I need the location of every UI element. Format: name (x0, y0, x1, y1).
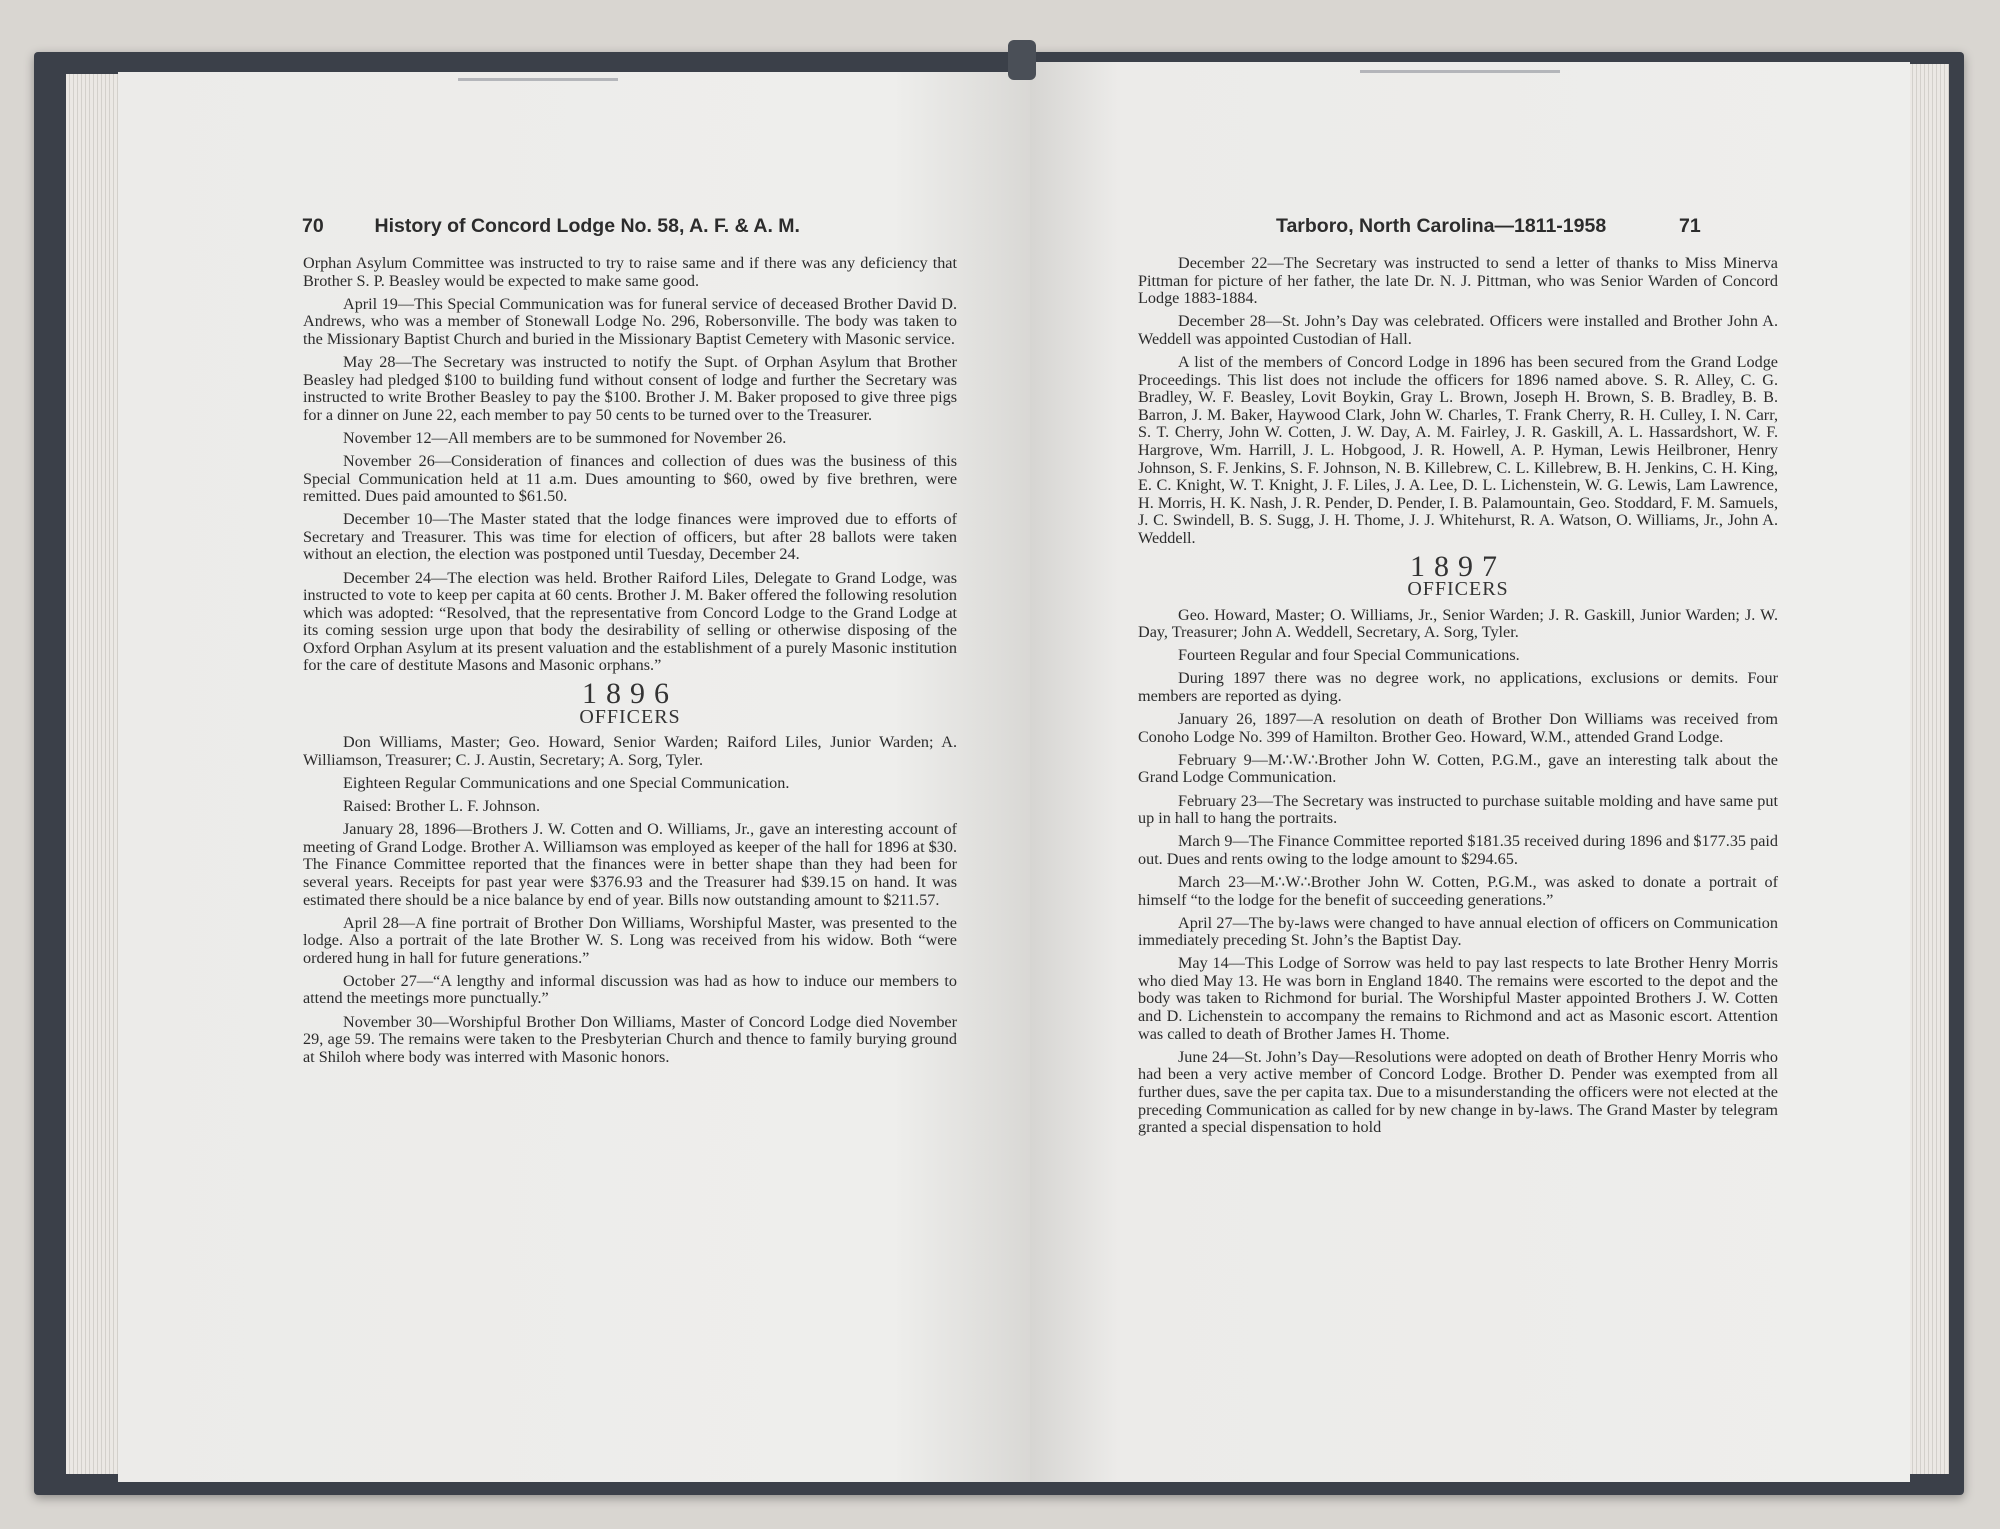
paragraph: October 27—“A lengthy and informal discussion was had as how to induce our members to attend the meetings more punctually.” (303, 971, 957, 1008)
paragraph: Orphan Asylum Committee was instructed to try to raise same and if there was any deficiency that Brother S. P. Beasley would be expected to make same good. (303, 254, 957, 290)
paragraph: Fourteen Regular and four Special Communications. (1178, 646, 1520, 665)
paragraph: Eighteen Regular Communications and one Special Communication. (343, 773, 790, 792)
paragraph: November 26—Consideration of finances and collection of dues was the business of this Special Communication held at 11 a.m. Dues amounting to $60, owed by five brethren, were remitted. Dues paid amounted to $61.50. (303, 451, 957, 506)
right-page-header (1276, 215, 1701, 238)
right-page-number: 71 (1679, 215, 1701, 237)
left-page-header (302, 215, 800, 238)
paragraph: March 9—The Finance Committee reported $181.35 received during 1896 and $177.35 paid out. Dues and rents owing to the lodge amount to $294.65. (1138, 832, 1778, 868)
left-page (118, 72, 1030, 1482)
section-year-heading: 1897 (1410, 549, 1506, 583)
book-spine (1008, 40, 1036, 80)
page-edges-left (66, 74, 126, 1474)
left-page-body (303, 255, 957, 1072)
paragraph: A list of the members of Concord Lodge in 1896 has been secured from the Grand Lodge Proceedings. This list does not include the officers for 1896 named above. S. R. Alley, C. G. Bradley, W. F. Beasley, Lovit Boykin, Gray L. Brown, Joseph H. Brown, S. B. Bradley, B. B. Barron, J. M. Baker, Haywood Clark, John W. Charles, T. Frank Cherry, R. H. Culley, I. N. Carr, S. T. Cherry, John W. Cotten, J. W. Day, A. M. Fairley, J. R. Gaskill, A. L. Hassardshort, W. F. Hargrove, Wm. Harrill, J. L. Hobgood, J. R. Howell, A. P. Hyman, Lewis Heilbroner, Henry Johnson, S. F. Jenkins, S. F. Johnson, N. B. Killebrew, C. L. Killebrew, B. H. Jenkins, C. H. King, E. C. Knight, W. T. Knight, J. F. Liles, J. A. Lee, D. L. Lichenstein, W. G. Lewis, Lam Lawrence, H. Morris, H. K. Nash, J. R. Pender, D. Pender, I. B. Palamountain, Geo. Stoddard, F. M. Samuels, J. C. Swindell, B. S. Sugg, J. H. Thome, J. J. Whitehurst, R. A. Watson, O. Williams, Jr., John A. Weddell. (1138, 352, 1778, 547)
right-page-running-title: Tarboro, North Carolina—1811-1958 (1276, 215, 1607, 237)
paragraph: December 28—St. John’s Day was celebrated. Officers were installed and Brother John A. Weddell was appointed Custodian of Hall. (1138, 312, 1778, 348)
paragraph: December 22—The Secretary was instructed to send a letter of thanks to Miss Minerva Pittman for picture of her father, the late Dr. N. J. Pittman, who was Senior Warden of Concord Lodge 1883-1884. (1138, 254, 1778, 308)
paragraph: April 27—The by-laws were changed to have annual election of officers on Communication immediately preceding St. John’s the Baptist Day. (1138, 913, 1778, 950)
paragraph: Raised: Brother L. F. Johnson. (343, 797, 540, 816)
left-page-running-title: History of Concord Lodge No. 58, A. F. & A. M. (374, 215, 800, 237)
decorative-mark (458, 78, 618, 81)
paragraph: May 14—This Lodge of Sorrow was held to pay last respects to late Brother Henry Morris who died May 13. He was born in England 1840. The remains were escorted to the depot and the body was taken to Richmond for burial. The Worshipful Master appointed Brothers J. W. Cotten and D. Lichenstein to accompany the remains to Richmond and act as Masonic escort. Attention was called to death of Brother James H. Thome. (1138, 954, 1778, 1043)
paragraph: November 12—All members are to be summoned for November 26. (343, 428, 787, 447)
right-page-body (1138, 255, 1778, 1142)
paragraph: June 24—St. John’s Day—Resolutions were adopted on death of Brother Henry Morris who had been a very active member of Concord Lodge. Brother D. Pender was exempted from all further dues, save the per capita tax. Due to a misunderstanding the officers were not elected at the preceding Communication as called for by new change in by-laws. The Grand Master by telegram granted a special dispensation to hold (1138, 1047, 1778, 1137)
paragraph: January 26, 1897—A resolution on death of Brother Don Williams was received from Conoho Lodge No. 399 of Hamilton. Brother Geo. Howard, W.M., attended Grand Lodge. (1138, 710, 1778, 746)
paragraph: Don Williams, Master; Geo. Howard, Senior Warden; Raiford Liles, Junior Warden; A. Williamson, Treasurer; C. J. Austin, Secretary; A. Sorg, Tyler. (303, 733, 957, 769)
officers-heading: OFFICERS (1407, 578, 1509, 601)
right-page (1030, 62, 1910, 1482)
section-year-heading: 1896 (582, 677, 678, 711)
paragraph: December 10—The Master stated that the lodge finances were improved due to efforts of Secretary and Treasurer. This was time for election of officers, but after 28 ballots were taken without an election, the election was postponed until Tuesday, December 24. (303, 510, 957, 564)
paragraph: February 9—M∴W∴Brother John W. Cotten, P.G.M., gave an interesting talk about the Grand Lodge Communication. (1138, 750, 1778, 787)
paragraph: April 19—This Special Communication was for funeral service of deceased Brother David D. Andrews, who was a member of Stonewall Lodge No. 296, Robersonville. The body was taken to the Missionary Baptist Church and buried in the Missionary Baptist Cemetery with Masonic service. (303, 294, 957, 348)
paragraph: December 24—The election was held. Brother Raiford Liles, Delegate to Grand Lodge, was instructed to vote to keep per capita at 60 cents. Brother J. M. Baker offered the following resolution which was adopted: “Resolved, that the representative from Concord Lodge to the Grand Lodge at its coming session urge upon that body the desirability of selling or otherwise disposing of the Oxford Orphan Asylum at its present valuation and the establishment of a purely Masonic institution for the care of destitute Masons and Masonic orphans.” (303, 568, 957, 675)
paragraph: Geo. Howard, Master; O. Williams, Jr., Senior Warden; J. R. Gaskill, Junior Warden; J. W. Day, Treasurer; John A. Weddell, Secretary, A. Sorg, Tyler. (1138, 605, 1778, 642)
paragraph: March 23—M∴W∴Brother John W. Cotten, P.G.M., was asked to donate a portrait of himself “to the lodge for the benefit of succeeding generations.” (1138, 872, 1778, 909)
page-edges-right (1905, 64, 1949, 1474)
paragraph: January 28, 1896—Brothers J. W. Cotten and O. Williams, Jr., gave an interesting account of meeting of Grand Lodge. Brother A. Williamson was employed as keeper of the hall for 1896 at $30. The Finance Committee reported that the finances were in better shape than they had been for several years. Receipts for past year were $376.93 and the Treasurer had $39.15 on hand. It was estimated there should be a nice balance by end of year. Bills now outstanding amount to $211.57. (303, 820, 957, 909)
paragraph: May 28—The Secretary was instructed to notify the Supt. of Orphan Asylum that Brother Beasley had pledged $100 to building fund without consent of lodge and further the Secretary was instructed to write Brother Beasley to pay the $100. Brother J. M. Baker proposed to give three pigs for a dinner on June 22, each member to pay 50 cents to be turned over to the Treasurer. (303, 352, 957, 424)
paragraph: April 28—A fine portrait of Brother Don Williams, Worshipful Master, was presented to the lodge. Also a portrait of the late Brother W. S. Long was received from his widow. Both “were ordered hung in hall for future generations.” (303, 913, 957, 967)
paragraph: February 23—The Secretary was instructed to purchase suitable molding and have same put up in hall to hang the portraits. (1138, 791, 1778, 828)
left-page-number: 70 (302, 215, 324, 237)
decorative-mark (1360, 70, 1560, 73)
paragraph: November 30—Worshipful Brother Don Williams, Master of Concord Lodge died November 29, age 59. The remains were taken to the Presbyterian Church and thence to family burying ground at Shiloh where body was interred with Masonic honors. (303, 1012, 957, 1066)
paragraph: During 1897 there was no degree work, no applications, exclusions or demits. Four members are reported as dying. (1138, 669, 1778, 706)
officers-heading: OFFICERS (579, 705, 681, 728)
